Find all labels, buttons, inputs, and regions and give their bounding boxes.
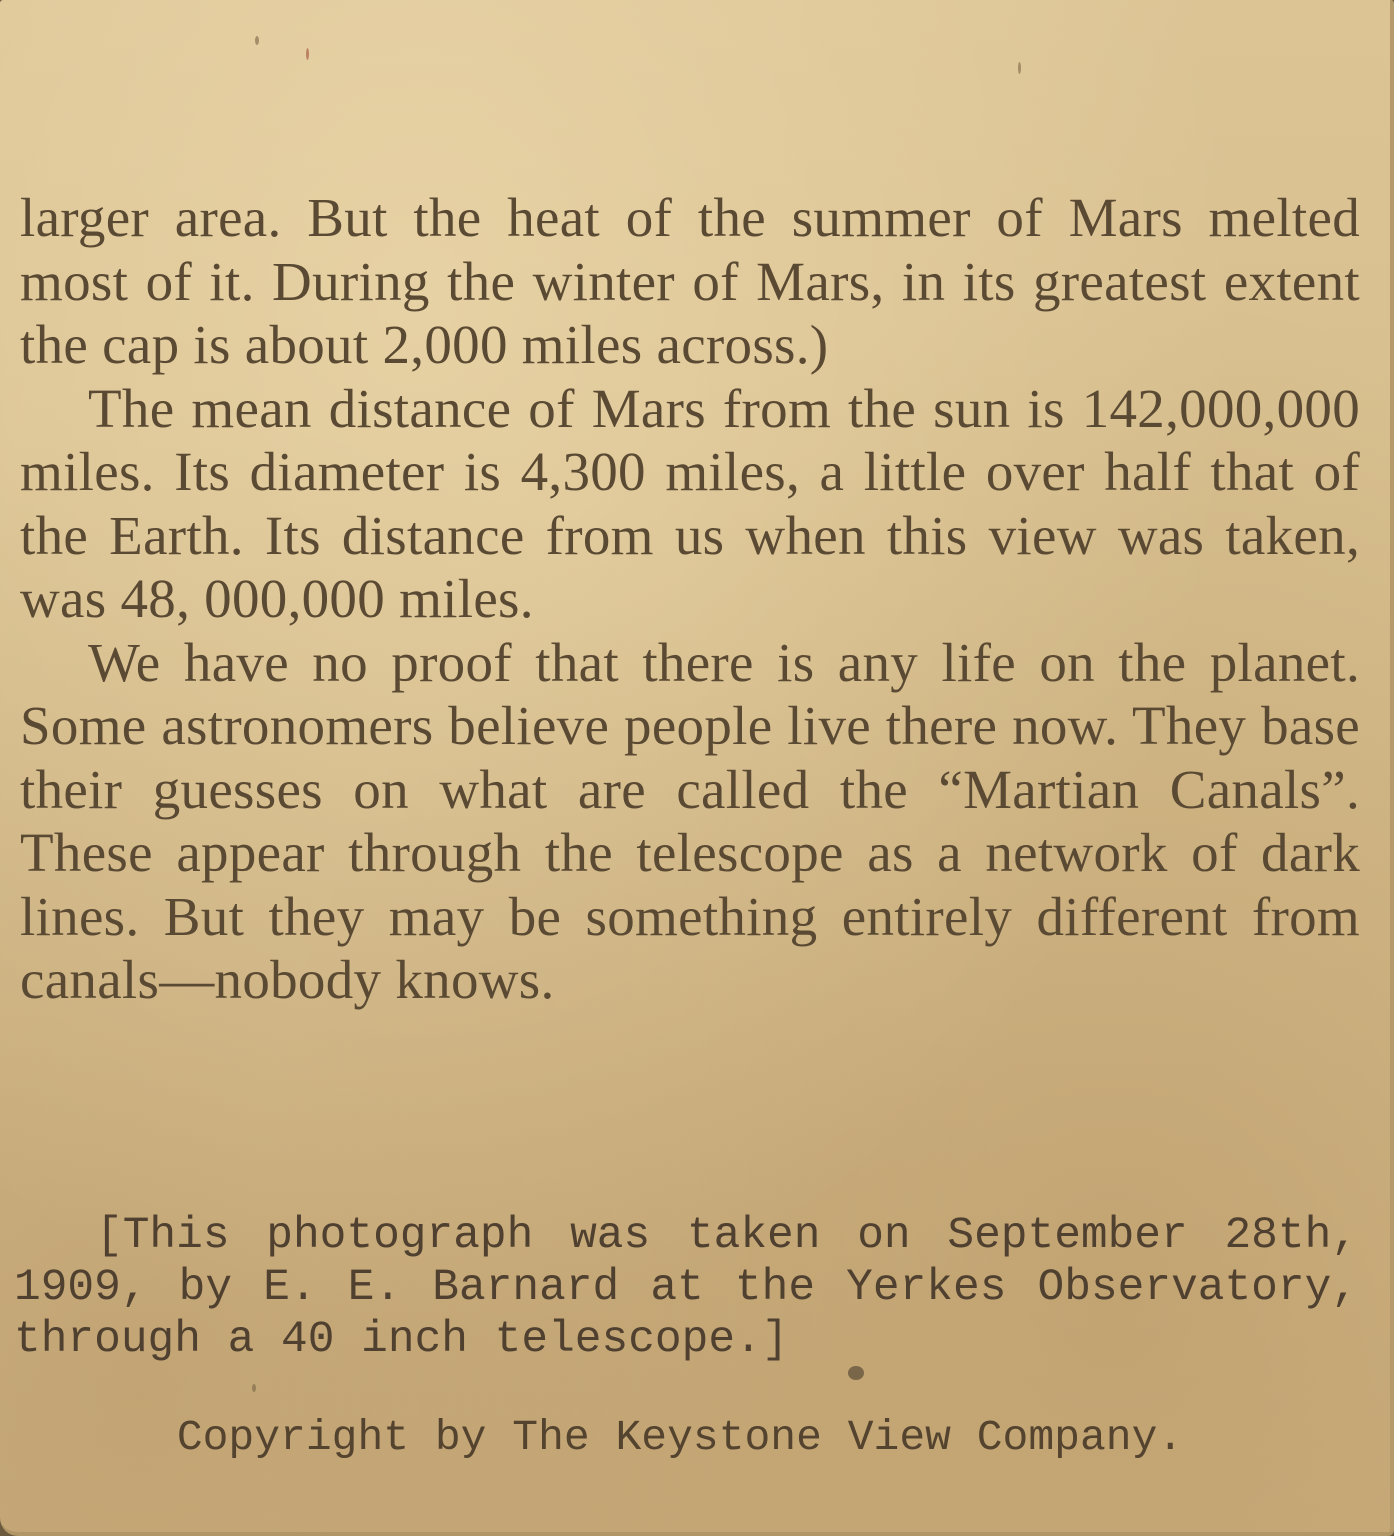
ink-speck — [848, 1366, 864, 1380]
ink-speck — [252, 1384, 256, 1392]
photo-caption: [This photograph was taken on September 28th, 1909, by E. E. Barnard at the Yerkes Observatory, through a 40 inch telescope.] — [14, 1211, 1358, 1365]
ink-speck — [1018, 62, 1021, 74]
body-text — [20, 186, 1360, 1012]
paragraph-polar-cap: larger area. But the heat of the summer of Mars melted most of it. During the winter of Mars, in its greatest extent the cap is about 2,000 miles across.) — [20, 187, 1360, 375]
ink-speck — [306, 48, 309, 60]
ink-speck — [255, 36, 259, 45]
paragraph-life-on-mars: We have no proof that there is any life on the planet. Some astronomers believe people live there now. They base their guesses on what are called the “Martian Canals”. These appear through the telescope as a network of dark lines. But they may be something entirely different from canals—nobody knows. — [20, 631, 1360, 1010]
paragraph-distance: The mean distance of Mars from the sun is 142,000,000 miles. Its diameter is 4,300 miles, a little over half that of the Earth. Its distance from us when this view was taken, was 48, 000,000 miles. — [20, 377, 1360, 629]
copyright-line: Copyright by The Keystone View Company. — [176, 1413, 1184, 1462]
